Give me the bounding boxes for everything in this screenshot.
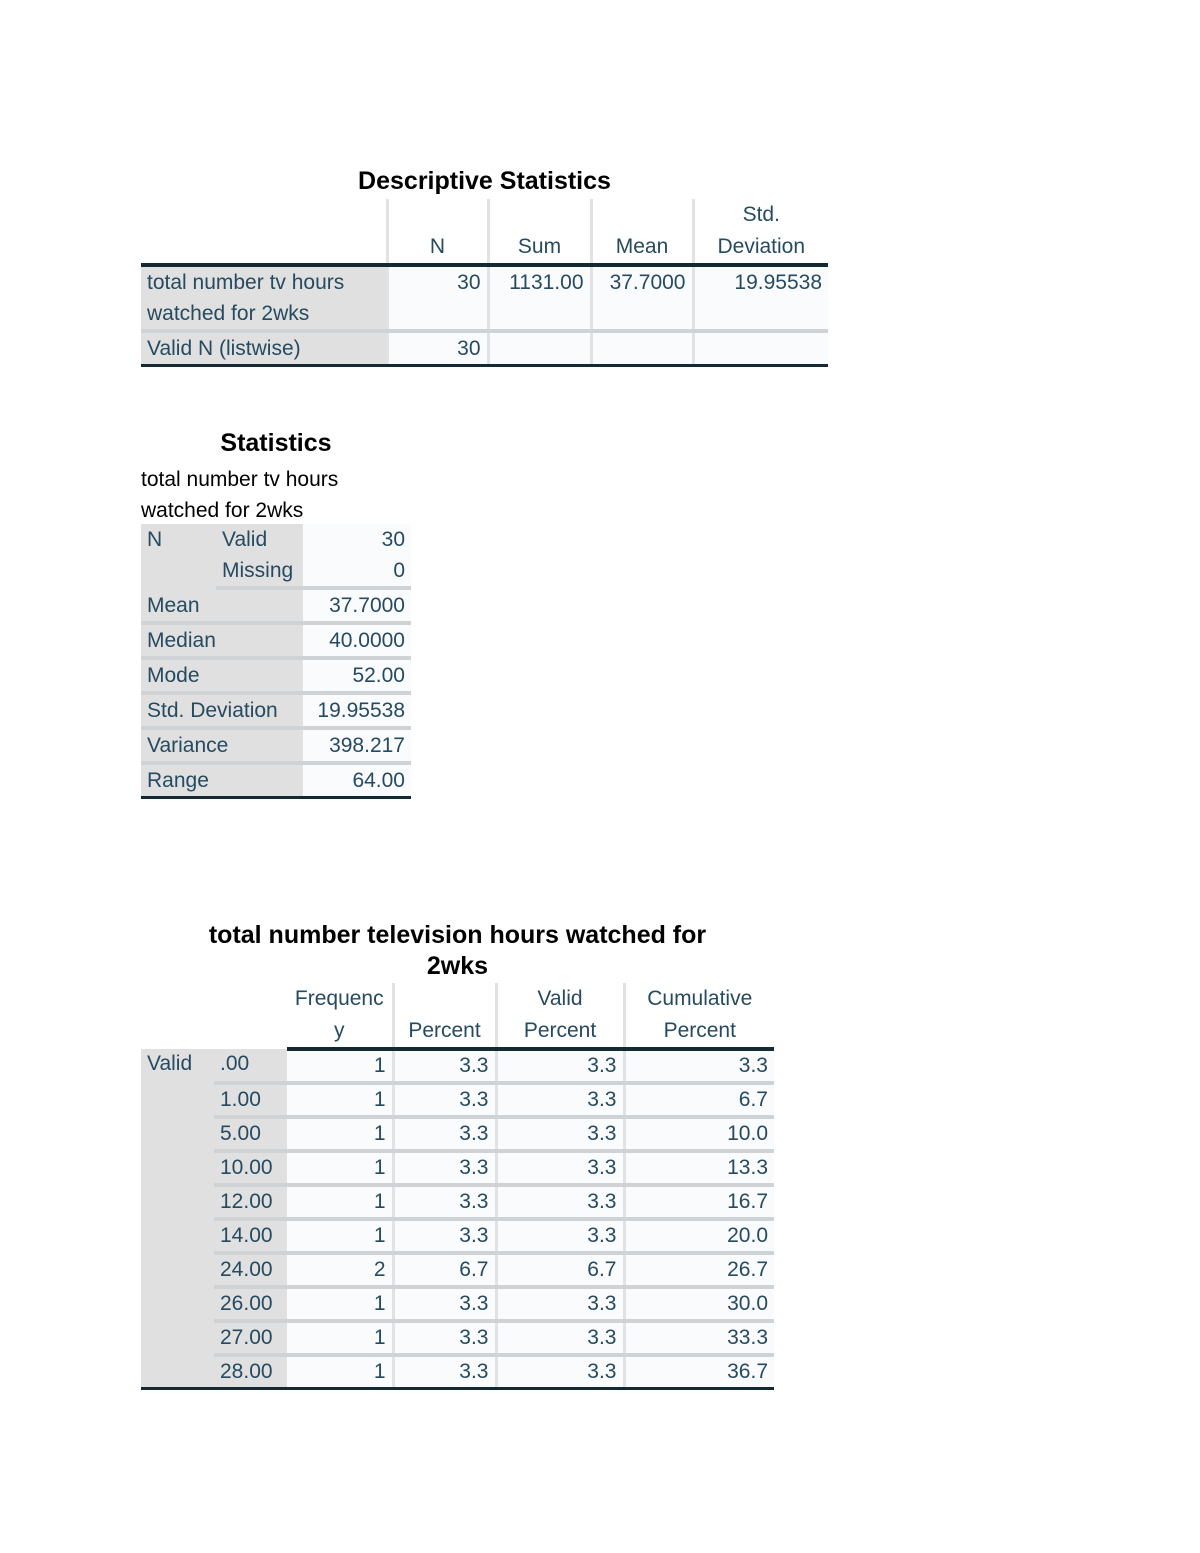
row-label: Median	[141, 623, 303, 658]
table-row	[141, 1253, 774, 1287]
table-row	[141, 1321, 774, 1355]
cell-frequency: 1	[287, 1287, 393, 1321]
cell-value: 19.95538	[303, 693, 411, 728]
row-label: Valid N (listwise)	[141, 331, 387, 366]
cell-cumulative-percent: 13.3	[624, 1151, 774, 1185]
statistics-title: Statistics	[220, 429, 332, 457]
header-cumulative-percent: Cumulative Percent	[624, 983, 774, 1049]
cell-value: 30	[303, 524, 411, 555]
cell-frequency: 1	[287, 1219, 393, 1253]
cell-frequency: 1	[287, 1321, 393, 1355]
table-row	[141, 763, 411, 798]
table-row	[141, 1355, 774, 1389]
cell-valid-percent: 3.3	[496, 1185, 624, 1219]
header-sum: Sum	[488, 199, 591, 265]
cell-cumulative-percent: 30.0	[624, 1287, 774, 1321]
cell-sum	[488, 331, 591, 366]
cell-frequency: 1	[287, 1117, 393, 1151]
cell-percent: 3.3	[393, 1083, 496, 1117]
frequency-title	[141, 920, 774, 982]
cell-n: 30	[387, 265, 488, 331]
cell-value: 0	[303, 555, 411, 588]
table-row	[141, 728, 411, 763]
descriptive-statistics-table	[141, 199, 828, 367]
table-row	[141, 1117, 774, 1151]
header-valid-percent: Valid Percent	[496, 983, 624, 1049]
cell-percent: 3.3	[393, 1185, 496, 1219]
cell-valid-percent: 3.3	[496, 1219, 624, 1253]
value-label: 12.00	[214, 1185, 287, 1219]
value-label: .00	[214, 1049, 287, 1083]
cell-value: 64.00	[303, 763, 411, 798]
table-row	[141, 1151, 774, 1185]
table-row	[141, 1219, 774, 1253]
value-label: 27.00	[214, 1321, 287, 1355]
row-label: Mean	[141, 588, 303, 623]
cell-percent: 3.3	[393, 1355, 496, 1389]
value-label: 24.00	[214, 1253, 287, 1287]
cell-mean: 37.7000	[591, 265, 693, 331]
cell-valid-percent: 6.7	[496, 1253, 624, 1287]
cell-valid-percent: 3.3	[496, 1117, 624, 1151]
cell-valid-percent: 3.3	[496, 1083, 624, 1117]
statistics-subtitle: total number tv hours watched for 2wks	[141, 468, 339, 522]
cell-cumulative-percent: 33.3	[624, 1321, 774, 1355]
cell-valid-percent: 3.3	[496, 1321, 624, 1355]
row-label: Range	[141, 763, 303, 798]
cell-frequency: 2	[287, 1253, 393, 1287]
cell-std	[693, 331, 828, 366]
row-label: total number tv hours watched for 2wks	[141, 265, 387, 331]
frequency-title-line1: total number television hours watched for	[208, 921, 707, 949]
cell-cumulative-percent: 6.7	[624, 1083, 774, 1117]
table-row	[141, 265, 828, 331]
cell-frequency: 1	[287, 1185, 393, 1219]
cell-n: 30	[387, 331, 488, 366]
cell-percent: 3.3	[393, 1049, 496, 1083]
row-label: Valid	[216, 524, 303, 555]
table-row	[141, 693, 411, 728]
header-percent: Percent	[393, 983, 496, 1049]
row-label: Std. Deviation	[141, 693, 303, 728]
group-label: Valid	[141, 1049, 214, 1389]
table-row	[141, 623, 411, 658]
table-row	[141, 1287, 774, 1321]
table-row	[141, 524, 411, 555]
header-mean: Mean	[591, 199, 693, 265]
table-row	[141, 658, 411, 693]
value-label: 26.00	[214, 1287, 287, 1321]
table-row	[141, 588, 411, 623]
cell-frequency: 1	[287, 1151, 393, 1185]
cell-cumulative-percent: 26.7	[624, 1253, 774, 1287]
header-std-line2: Deviation	[717, 235, 806, 258]
cell-percent: 3.3	[393, 1321, 496, 1355]
cell-percent: 3.3	[393, 1219, 496, 1253]
frequency-title-line2: 2wks	[426, 952, 489, 980]
table-row	[141, 331, 828, 366]
cell-cumulative-percent: 3.3	[624, 1049, 774, 1083]
cell-frequency: 1	[287, 1355, 393, 1389]
value-label: 1.00	[214, 1083, 287, 1117]
cell-value: 398.217	[303, 728, 411, 763]
header-std-line1: Std.	[742, 203, 780, 226]
cell-valid-percent: 3.3	[496, 1151, 624, 1185]
cell-percent: 6.7	[393, 1253, 496, 1287]
row-label: Mode	[141, 658, 303, 693]
cell-percent: 3.3	[393, 1151, 496, 1185]
cell-cumulative-percent: 16.7	[624, 1185, 774, 1219]
cell-value: 52.00	[303, 658, 411, 693]
cell-valid-percent: 3.3	[496, 1049, 624, 1083]
cell-value: 37.7000	[303, 588, 411, 623]
statistics-table	[141, 524, 411, 799]
cell-percent: 3.3	[393, 1117, 496, 1151]
header-std-deviation	[693, 199, 828, 265]
header-n: N	[387, 199, 488, 265]
cell-frequency: 1	[287, 1049, 393, 1083]
cell-cumulative-percent: 10.0	[624, 1117, 774, 1151]
n-label: N	[141, 524, 216, 588]
header-frequency: Frequency	[287, 983, 393, 1049]
value-label: 14.00	[214, 1219, 287, 1253]
cell-mean	[591, 331, 693, 366]
frequency-table	[141, 983, 774, 1390]
table-row	[141, 1185, 774, 1219]
row-label: Variance	[141, 728, 303, 763]
cell-cumulative-percent: 20.0	[624, 1219, 774, 1253]
value-label: 5.00	[214, 1117, 287, 1151]
cell-frequency: 1	[287, 1083, 393, 1117]
descriptive-statistics-title: Descriptive Statistics	[358, 167, 611, 195]
cell-percent: 3.3	[393, 1287, 496, 1321]
cell-valid-percent: 3.3	[496, 1287, 624, 1321]
corner-cell	[141, 983, 287, 1049]
cell-value: 40.0000	[303, 623, 411, 658]
table-row	[141, 1049, 774, 1083]
cell-std: 19.95538	[693, 265, 828, 331]
value-label: 10.00	[214, 1151, 287, 1185]
cell-cumulative-percent: 36.7	[624, 1355, 774, 1389]
table-row	[141, 1083, 774, 1117]
corner-cell	[141, 199, 387, 265]
cell-sum: 1131.00	[488, 265, 591, 331]
value-label: 28.00	[214, 1355, 287, 1389]
cell-valid-percent: 3.3	[496, 1355, 624, 1389]
row-label: Missing	[216, 555, 303, 588]
